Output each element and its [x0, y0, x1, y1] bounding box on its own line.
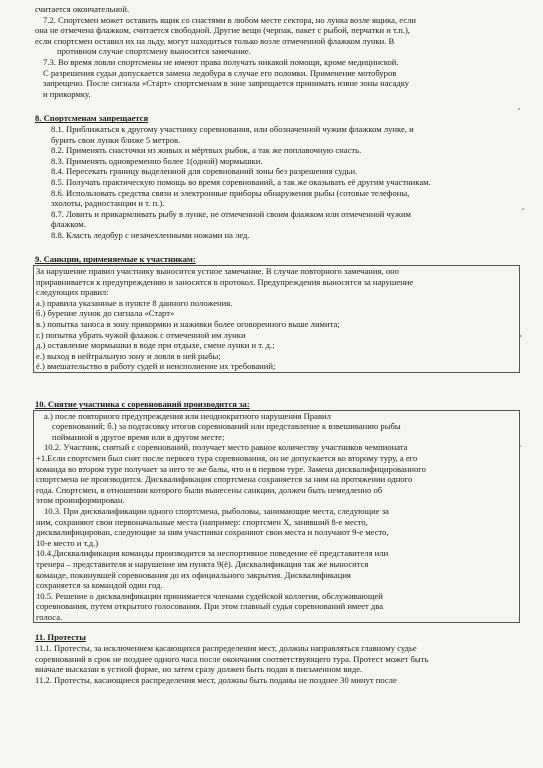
list-item: г.) попытка убрать чужой флажок с отмеченной им лунки	[36, 329, 246, 340]
text-line: 11.1. Протесты, за исключением касающихся распределения мест, должны направляться главному судье	[35, 643, 417, 654]
text-line: голоса.	[36, 611, 63, 622]
list-item: 8.4. Пересекать границу выделенной для соревнований зоны без разрешения судьи.	[51, 166, 358, 177]
section-11-heading: 11. Протесты	[35, 632, 86, 643]
text-line: и прикормку.	[43, 88, 91, 99]
list-item: бурить свои лунки ближе 5 метров.	[51, 134, 181, 145]
list-item: 8.2. Применять снасточки из живых и мёртвых рыбок, а так же поплавочную снасть.	[51, 145, 362, 156]
text-line: сохраняется за командой один год.	[36, 580, 163, 591]
scan-speck	[522, 208, 524, 210]
list-item: флажком.	[51, 219, 86, 230]
list-item: 8.5. Получать практическую помощь во время соревнований, а так же оказывать её другим участникам.	[51, 176, 431, 187]
text-line: 11.2. Протесты, касающиеся распределения мест, должны быть поданы не позднее 30 минут после	[35, 674, 397, 685]
text-line: года. Спортсмен, в отношении которого были вынесены санкции, должен быть немедленно об	[36, 484, 383, 495]
text-line: а.) после повторного предупреждения или неоднократного нарушения Правил	[44, 410, 331, 421]
document-text	[35, 4, 520, 685]
list-item: 8.1. Приближаться к другому участнику соревнования, или обозначенной чужим флажком лунке, и	[51, 123, 414, 134]
text-line: спортсмена не производится. Дисквалификация спортсмена сохраняется за ним на протяжении одного	[36, 474, 413, 485]
text-line: 10-е место и т.д.)	[36, 537, 99, 548]
list-item: 8.7. Ловить и прикармливать рыбу в лунке, не отмеченной своим флажком или отмеченной чужим	[51, 208, 411, 219]
text-line: +1.Если спортсмен был снят после первого тура соревнования, он не допускается ко второму туру, а его	[36, 452, 418, 463]
list-item: 8.3. Применять одновременно более 1(одной) мормышки.	[51, 155, 263, 166]
text-line: она не отмечена флажком, считается свободной. Другие вещи (черпак, пакет с рыбой, перчатки и т.п.),	[35, 25, 410, 36]
text-line: 10.5. Решение о дисквалификации принимается членами судейской коллегии, обслуживающей	[36, 590, 383, 601]
section-9-box	[33, 265, 520, 373]
text-line: команде, покинувшей соревнования до их официального закрытия. Дисквалификация	[36, 569, 351, 580]
text-line: если спортсмен оставил их на льду, могут находиться только возле отмеченной флажком лунки. В	[35, 35, 395, 46]
text-line: вначале высказан в устной форме, но затем сразу должен быть подан в письменном виде.	[35, 664, 363, 675]
scan-speck	[520, 335, 522, 337]
list-item: ё.) вмешательство в работу судей и неисполнение их требований;	[36, 361, 276, 372]
list-item: в.) попытка заноса в зону прикормки и наживки более оговоренного выше лимита;	[36, 319, 340, 330]
section-10-box	[33, 410, 520, 624]
text-line: дисквалифицирован, следующие за ним участники сохраняют свои места и получают 9-е место,	[36, 527, 389, 538]
text-line: 10.3. При дисквалификации одного спортсмена, рыболовы, занимающие места, следующие за	[44, 505, 389, 516]
text-line: соревнования, путем открытого голосования. При этом главный судья соревнований имеет два	[36, 601, 384, 612]
text-line: этом проинформирован.	[36, 495, 125, 506]
list-item: б.) бурение лунок до сигнала «Старт»	[36, 308, 175, 319]
section-9-heading: 9. Санкции, применяемые к участникам:	[35, 254, 196, 265]
list-item: д.) оставление мормышки в воде при отдыхе, смене лунки и т. д.;	[36, 340, 275, 351]
text-line: приравнивается к предупреждению и заносится в протокол. Предупреждения выносится за нарушение	[36, 276, 414, 287]
text-line: 10.4.Дисквалификация команды производится за неспортивное поведение её представителя или	[36, 548, 389, 559]
list-item: 8.8. Класть ледобур с незачехленными ножами на лед.	[51, 229, 250, 240]
text-line: 7.3. Во время ловли спортсмены не имеют права получать никакой помощи, кроме медицинской.	[43, 56, 399, 67]
text-line: 7.2. Спортсмен может оставить ящик со снастями в любом месте сектора, но лунка возле ящика, если	[43, 14, 417, 25]
list-item: 8.6. Использовать средства связи и электронные приборы обнаружения рыбы (сотовые телефоны,	[51, 187, 410, 198]
text-line: За нарушение правил участнику выносится устное замечание. В случае повторного замечания, оно	[36, 266, 399, 277]
list-item: е.) выход в нейтральную зону и ловля в ней рыбы;	[36, 350, 221, 361]
text-line: запрещено. После сигнала «Старт» спортсменам в зоне запрещается принимать извне зоны насадку	[43, 78, 410, 89]
text-line: следующих правил:	[36, 287, 109, 298]
text-line: команда во втором туре получает за него те же балы, что и в первом туре. Замена дисквалифицированного	[36, 463, 426, 474]
text-line: противном случае спортсмену выносится замечание.	[57, 46, 251, 57]
text-line: С разрешения судьи допускается замена ледобура в случае его поломки. Применение мотобуров	[43, 67, 397, 78]
text-line: ним, сохраняют свои первоначальные места (например: спортсмен Х, занявший 8-е место,	[36, 516, 368, 527]
text-line: пойманной в другое время или в другом месте;	[52, 431, 225, 442]
section-8-heading: 8. Спортсменам запрещается	[35, 113, 149, 124]
text-line: соревнований в срок не позднее одного часа после окончания соответствующего тура. Протест может быть	[35, 653, 429, 664]
text-line: соревнований; б.) за подтасовку итогов соревнований или представление к взвешиванию рыбы	[52, 421, 401, 432]
text-line: считается окончательной.	[35, 4, 130, 14]
section-10-heading: 10. Снятие участника с соревнований производится за:	[35, 399, 250, 409]
text-line: тренера – представителя и нарушение им пункта 9(ё). Дисквалификация так же выносится	[36, 558, 369, 569]
list-item: а.) правила указанные в пункте 8 данного положения.	[36, 297, 233, 308]
text-line: 10.2. Участник, снятый с соревнований, получает место равное количеству участников чемпионата	[44, 442, 408, 453]
list-item: эхолоты, радиостанции и т. п.).	[51, 198, 165, 209]
